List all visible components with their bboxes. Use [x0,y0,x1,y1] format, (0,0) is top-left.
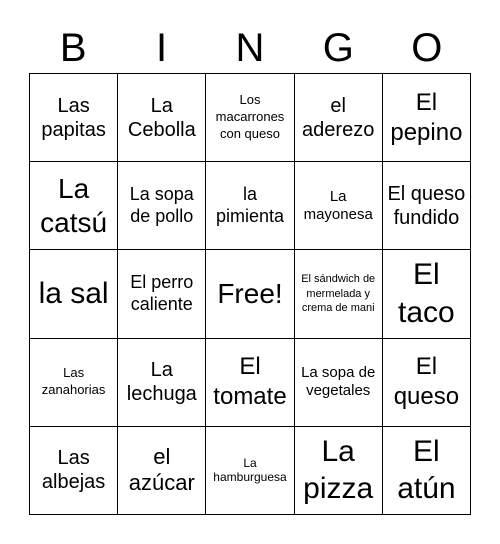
bingo-cell-r4c2[interactable] [118,339,206,427]
bingo-board [29,73,471,515]
bingo-cell-r3c1[interactable] [30,250,118,338]
header-letter-n: N [235,26,265,70]
bingo-cell-r4c5[interactable] [383,339,471,427]
bingo-cell-r1c4[interactable] [295,74,383,162]
cell-label: Las papitas [41,94,106,141]
bingo-cell-r2c3[interactable] [206,162,294,250]
cell-label: La sopa de vegetales [301,364,376,400]
cell-label: El taco [398,258,455,329]
cell-label: la sal [38,277,109,311]
bingo-cell-r3c2[interactable] [118,250,206,338]
header-letter-g: G [322,26,354,70]
bingo-cell-r1c5[interactable] [383,74,471,162]
cell-label: El queso fundido [387,182,466,229]
bingo-cell-r5c3[interactable] [206,427,294,515]
cell-label: el aderezo [302,94,375,141]
bingo-cell-r1c2[interactable] [118,74,206,162]
cell-label: El sándwich de mermelada y crema de mani [301,272,376,315]
bingo-cell-r5c5[interactable] [383,427,471,515]
cell-label: Las zanahorias [41,365,106,398]
bingo-cell-r2c2[interactable] [118,162,206,250]
bingo-cell-r4c1[interactable] [30,339,118,427]
cell-label: La sopa de pollo [129,184,194,226]
bingo-cell-r3c5[interactable] [383,250,471,338]
cell-label: La Cebolla [127,94,196,141]
bingo-cell-r5c4[interactable] [295,427,383,515]
cell-label: El perro caliente [130,272,194,314]
cell-label: Los macarrones con queso [215,92,285,142]
bingo-cell-r1c3[interactable] [206,74,294,162]
bingo-header [29,22,471,74]
header-letter-o: O [411,26,443,70]
cell-label: La mayonesa [303,187,373,223]
bingo-cell-r2c4[interactable] [295,162,383,250]
cell-label: La lechuga [126,359,197,406]
header-letter-b: B [59,26,87,70]
bingo-cell-r4c3[interactable] [206,339,294,427]
cell-label: El atún [397,434,456,506]
cell-label: La catsú [40,173,108,238]
bingo-cell-r5c2[interactable] [118,427,206,515]
cell-label: El queso [393,353,460,411]
cell-label: Las albejas [41,447,106,494]
bingo-cell-r4c4[interactable] [295,339,383,427]
cell-label: La pizza [303,434,374,506]
bingo-cell-r2c1[interactable] [30,162,118,250]
cell-label: El tomate [213,353,287,411]
bingo-cell-r3c3-free[interactable] [206,250,294,338]
bingo-cell-r3c4[interactable] [295,250,383,338]
cell-label: la pimienta [215,184,285,226]
cell-label: El pepino [390,88,463,146]
cell-label: el azúcar [128,444,195,496]
bingo-cell-r2c5[interactable] [383,162,471,250]
bingo-cell-r1c1[interactable] [30,74,118,162]
bingo-cell-r5c1[interactable] [30,427,118,515]
free-space-label: Free! [217,278,283,310]
header-letter-i: I [156,26,168,70]
cell-label: La hamburguesa [213,456,287,485]
